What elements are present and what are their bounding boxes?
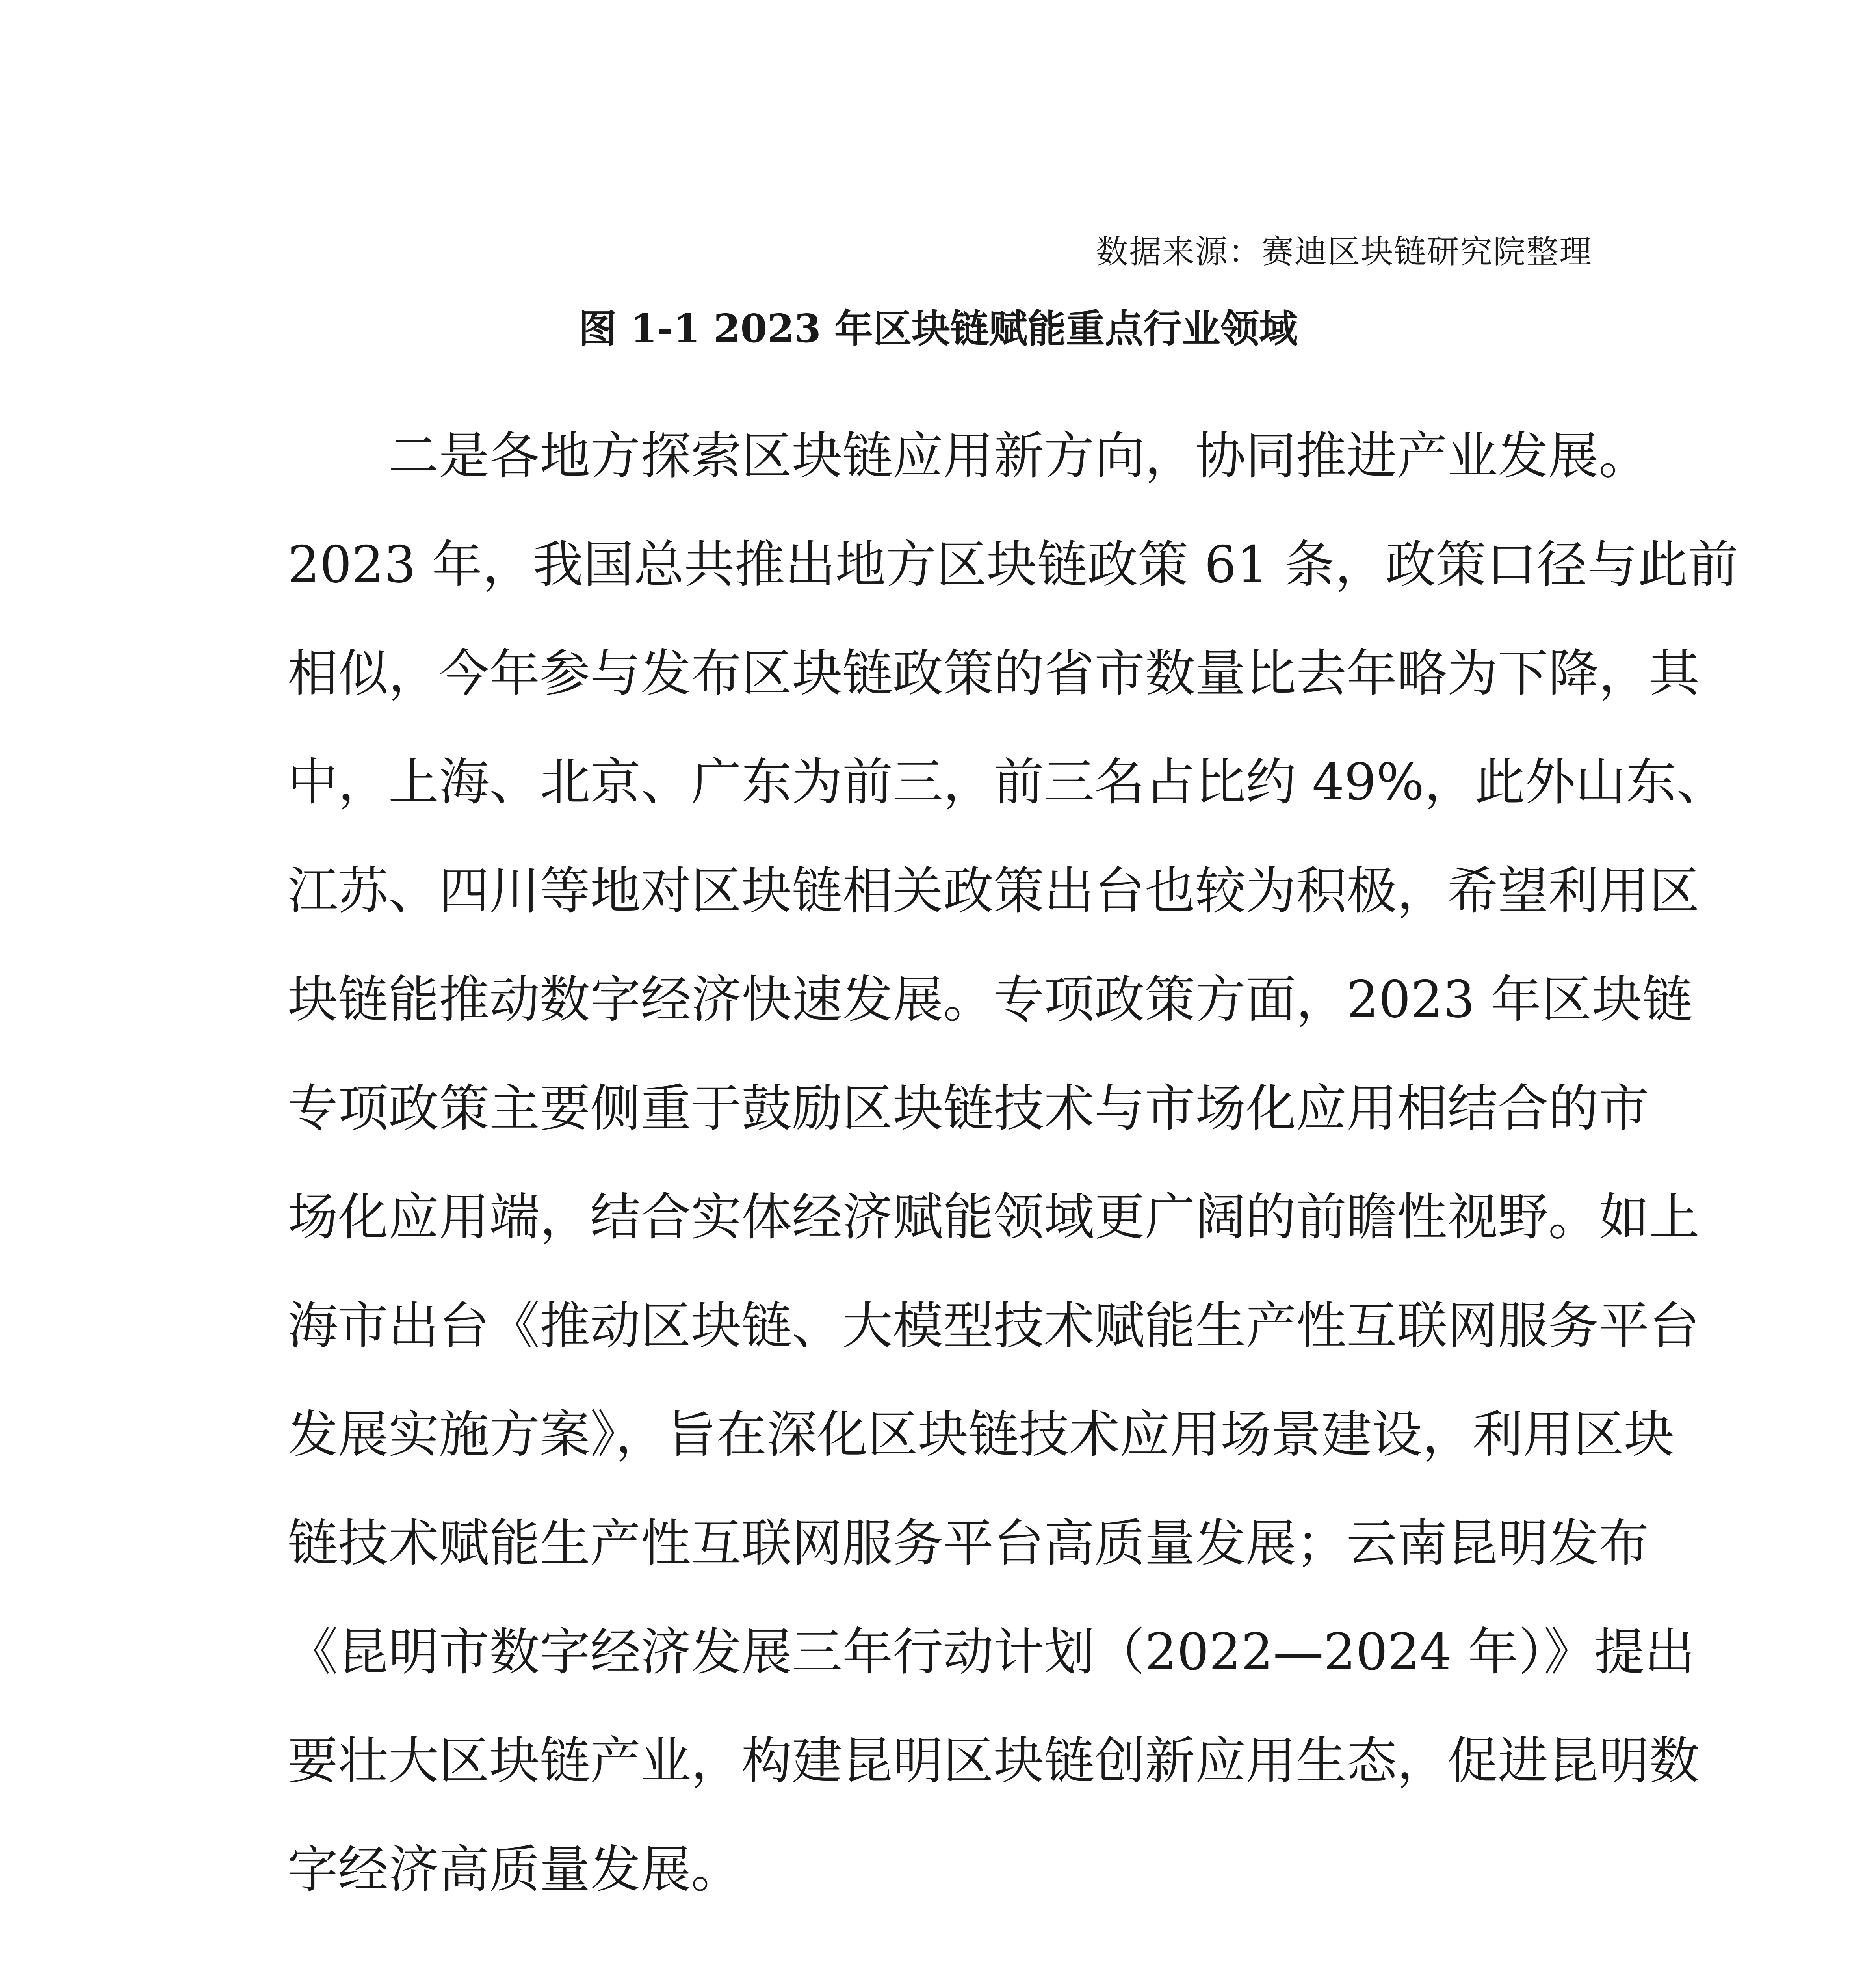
paragraph-line: 字经济高质量发展。 — [288, 1840, 742, 1899]
paragraph-line: 场化应用端，结合实体经济赋能领域更广阔的前瞻性视野。如上 — [288, 1188, 1700, 1247]
paragraph-line: 专项政策主要侧重于鼓励区块链技术与市场化应用相结合的市 — [288, 1079, 1649, 1138]
paragraph-line: 《昆明市数字经济发展三年行动计划（2022—2024 年）》提出 — [288, 1623, 1695, 1682]
data-source-note: 数据来源：赛迪区块链研究院整理 — [1096, 233, 1592, 271]
paragraph-line: 链技术赋能生产性互联网服务平台高质量发展；云南昆明发布 — [288, 1514, 1649, 1573]
paragraph-line: 海市出台《推动区块链、大模型技术赋能生产性互联网服务平台 — [288, 1297, 1700, 1355]
paragraph-line: 2023 年，我国总共推出地方区块链政策 61 条，政策口径与此前 — [288, 535, 1739, 594]
paragraph-line: 江苏、四川等地对区块链相关政策出台也较为积极，希望利用区 — [288, 862, 1700, 920]
paragraph-line: 发展实施方案》，旨在深化区块链技术应用场景建设，利用区块 — [288, 1405, 1675, 1464]
paragraph-line: 相似，今年参与发布区块链政策的省市数量比去年略为下降，其 — [288, 644, 1700, 703]
paragraph-line: 中，上海、北京、广东为前三，前三名占比约 49%，此外山东、 — [288, 753, 1727, 812]
paragraph-line: 二是各地方探索区块链应用新方向，协同推进产业发展。 — [388, 427, 1649, 485]
figure-caption: 图 1-1 2023 年区块链赋能重点行业领域 — [578, 306, 1298, 351]
paragraph-line: 块链能推动数字经济快速发展。专项政策方面，2023 年区块链 — [288, 970, 1693, 1029]
body-paragraph — [288, 402, 1739, 1924]
paragraph-line: 要壮大区块链产业，构建昆明区块链创新应用生态，促进昆明数 — [288, 1732, 1700, 1790]
